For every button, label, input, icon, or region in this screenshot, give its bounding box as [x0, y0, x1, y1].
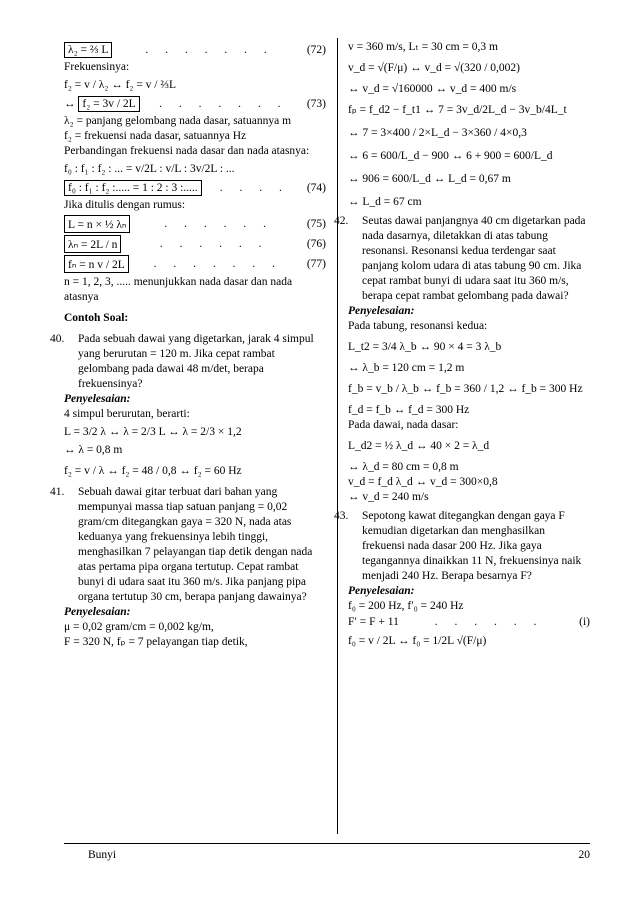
solution-label: Penyelesaian: [64, 606, 131, 618]
ratio-intro: Perbandingan frekuensi nada dasar dan nada atasnya: [64, 145, 310, 157]
right-column: v = 360 m/s, Lₜ = 30 cm = 0,3 m v_d = √(F/μ) ↔ v_d = √(320 / 0,002) ↔ v_d = √160000 ↔ v_d = 400 m/s fₚ = f_d2 − f_t1 ↔ 7 = 3v_d/2L_d − 3v_b/4L_t ↔ 7 = 3×400 / 2×L_d − 3×360 / 4×0,3 ↔ 6 = 600/L_d − 900 ↔ 6 + 900 = 600/L_d ↔ 906 = 600/L_d ↔ L_d = 0,67 m ↔ L_d = 67 cm 42. Seutas dawai panjangnya 40 cm digetarkan pada nada dasarnya, diletakkan di atas tabung resonansi. Resonansi kedua terdengar saat panjang kolom udara di atas tabung 90 cm. Jika cepat rambat bunyi di udara saat itu 360 m/s, berapa cepat rambat gelombang pada dawai? Penyelesaian: Pada tabung, resonansi kedua: L_t2 = 3/4 λ_b ↔ 90 × 4 = 3 λ_b ↔ λ_b = 120 cm = 1,2 m f_b = v_b / λ_b ↔ f_b = 360 / 1,2 ↔ f_b = 300 Hz f_d = f_b ↔ f_d = 300 Hz Pada dawai, nada dasar: L_d2 = ½ λ_d ↔ 40 × 2 = λ_d ↔ λ_d = 80 cm = 0,8 m v_d = f_d λ_d ↔ v_d = 300×0,8 ↔ v_d = 240 m/s 43. Sepotong kawat ditegangkan dengan gaya F kemudian digetarkan dan menghasilkan frekuensi nada dasar 200 Hz. Jika gaya tegangannya dinaikkan 11 N, frekuensinya naik menjadi 240 Hz. Berapa besarnya F? Penyelesaian: f₀ = 200 Hz, f′₀ = 240 Hz F′ = F + 11 . . . . . . (i) f₀ = v / 2L ↔ f₀ = 1/2L √(F/μ) [334, 41, 590, 647]
solution-label: Penyelesaian: [348, 305, 415, 317]
equation-74: f₀ : f₁ : f₂ :..... = 1 : 2 : 3 :..... . . . . (74) [64, 180, 326, 196]
eq72-box: λ₂ = ⅔ L [64, 42, 112, 58]
eq-number: (72) [306, 44, 326, 56]
page-number: 20 [578, 849, 590, 861]
column-divider [337, 38, 338, 834]
equation-72: λ₂ = ⅔ L . . . . . . . (72) [64, 42, 326, 58]
solution-label: Penyelesaian: [348, 585, 415, 597]
eq73-derivation: f₂ = v / λ₂ ↔ f₂ = v / ⅔L [64, 79, 177, 91]
footer-title: Bunyi [88, 849, 117, 861]
contoh-soal-title: Contoh Soal: [64, 312, 129, 324]
page-footer [64, 843, 590, 861]
beat-formula: fₚ = f_d2 − f_t1 ↔ 7 = 3v_d/2L_d − 3v_b/4L_t [348, 104, 567, 116]
equation-76: λₙ = 2L / n . . . . . . (76) [64, 235, 326, 253]
definition-f: f₂ = frekuensi nada dasar, satuannya Hz [64, 130, 247, 142]
ratio-equation: f₀ : f₁ : f₂ : ... = v/2L : v/L : 3v/2L : ... [64, 163, 235, 175]
question-43: 43. Sepotong kawat ditegangkan dengan gaya F kemudian digetarkan dan menghasilkan frekuensi nada dasar 200 Hz. Jika gaya tegangannya dinaikkan 11 N, frekuensinya naik menjadi 240 Hz. Berapa besarnya F? [334, 510, 582, 582]
question-42: 42. Seutas dawai panjangnya 40 cm digetarkan pada nada dasarnya, diletakkan di atas tabung resonansi. Resonansi kedua terdengar saat panjang kolom udara di atas tabung 90 cm. Jika cepat rambat bunyi di udara saat itu 360 m/s, berapa cepat rambat gelombang pada dawai? [334, 215, 586, 302]
equation-i: F′ = F + 11 . . . . . . (i) [348, 616, 590, 628]
eq73-box: f₂ = 3v / 2L [78, 96, 139, 112]
equation-75: L = n × ½ λₙ . . . . . . (75) [64, 215, 326, 233]
question-41: 41. Sebuah dawai gitar terbuat dari bahan yang mempunyai massa tiap satuan panjang = 0,02 gram/cm ditegangkan gaya = 320 N, nada atas keduanya yang frekuensinya lebih tinggi, menghasilkan 7 pelayangan tiap detik dengan nada atas pertama pipa organa tertutup. Cepat rambat bunyi di udara saat itu 360 m/s. Jika panjang pipa organa tertutup 30 cm, berapa panjang dawainya? [50, 486, 313, 603]
question-40: 40. Pada sebuah dawai yang digetarkan, jarak 4 simpul yang berurutan = 120 m. Jika cepat rambat gelombang pada dawai 48 m/det, berapa frekuensinya? [50, 333, 314, 390]
general-label: Jika ditulis dengan rumus: [64, 199, 186, 211]
equation-73: ↔ f₂ = 3v / 2L . . . . . . . (73) [64, 98, 326, 110]
equation-77: fₙ = n v / 2L . . . . . . . (77) [64, 255, 326, 273]
left-column: λ₂ = ⅔ L . . . . . . . (72) Frekuensinya: f₂ = v / λ₂ ↔ f₂ = v / ⅔L ↔ f₂ = 3v / 2L . . . . . . . (73) λ₂ = panjang gelombang nada dasar, satuannya m f₂ = frekuensi nada dasar, satuannya Hz Perbandingan frekuensi nada dasar dan nada atasnya: f₀ : f₁ : f₂ : ... = v/2L : v/L : 3v/2L : ... f₀ : f₁ : f₂ :..... = 1 : 2 : 3 :..... . . . . (74) Jika ditulis dengan rumus: L = n × ½ λₙ . . . . . . (75) λₙ = 2L / n . . . . . . (76) fₙ = n v / 2L . . . . . . . (77) n = 1, 2, 3, ..... menunjukkan nada dasar dan nada atasnya Contoh Soal: 40. Pada sebuah dawai yang digetarkan, jarak 4 simpul yang berurutan = 120 m. Jika cepat rambat gelombang pada dawai 48 m/det, berapa frekuensinya? Penyelesaian: 4 simpul berurutan, berarti: L = 3/2 λ ↔ λ = 2/3 L ↔ λ = 2/3 × 1,2 ↔ λ = 0,8 m f₂ = v / λ ↔ f₂ = 48 / 0,8 ↔ f₂ = 60 Hz 41. Sebuah dawai gitar terbuat dari bahan yang mempunyai massa tiap satuan panjang = 0,02 gram/cm ditegangkan gaya = 320 N, nada atas keduanya yang frekuensinya lebih tinggi, menghasilkan 7 pelayangan tiap detik dengan nada atas pertama pipa organa tertutup. Cepat rambat bunyi di udara saat itu 360 m/s. Jika panjang pipa organa tertutup 30 cm, berapa panjang dawainya? Penyelesaian: μ = 0,02 gram/cm = 0,002 kg/m, F = 320 N, fₚ = 7 pelayangan tiap detik, [50, 44, 326, 648]
vd-formula: v_d = √(F/μ) ↔ v_d = √(320 / 0,002) [348, 62, 520, 74]
freq-label: Frekuensinya: [64, 61, 130, 73]
definition-lambda: λ₂ = panjang gelombang nada dasar, satuannya m [64, 115, 292, 127]
n-note: n = 1, 2, 3, ..... menunjukkan nada dasar dan nada atasnya [64, 276, 293, 303]
solution-label: Penyelesaian: [64, 393, 131, 405]
